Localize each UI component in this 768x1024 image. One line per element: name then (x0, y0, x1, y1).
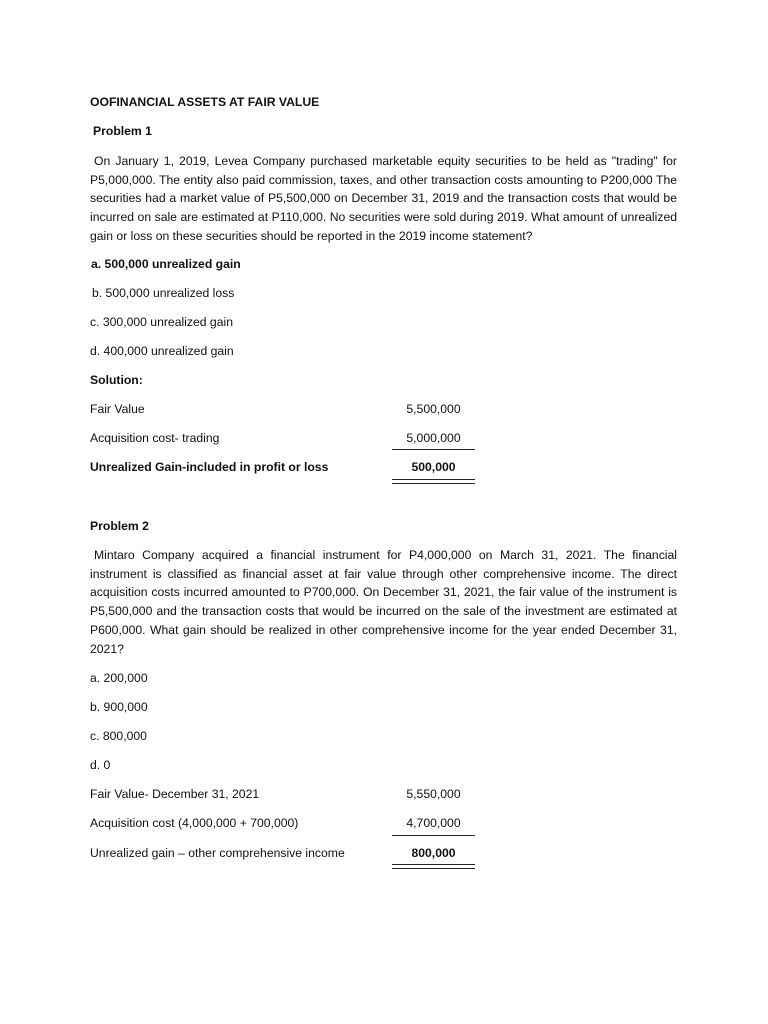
problem1-row-amount: 5,500,000 (406, 402, 461, 416)
problem2-row-amount: 5,550,000 (406, 787, 461, 801)
solution-label: Solution: (90, 373, 143, 387)
problem2-text: Mintaro Company acquired a financial instrument for P4,000,000 on March 31, 2021. The financial instrument is classified as financial asset at fair value through other comprehensive income. The direct acquisition costs incurred amounted to P700,000. On December 31, 2021, the fair value of the instrument is P5,500,000 and the transaction costs that would be incurred on the sale of the investment are estimated at P600,000. What gain should be realized in other comprehensive income for the year ended December 31, 2021? (90, 548, 677, 656)
problem2-row-amount: 4,700,000 (406, 816, 461, 830)
problem1-row-label: Acquisition cost- trading (90, 431, 220, 445)
problem1-heading: Problem 1 (93, 124, 152, 138)
problem2-choice-a: a. 200,000 (90, 671, 148, 685)
problem2-choice-b: b. 900,000 (90, 700, 148, 714)
problem2-row-label: Fair Value- December 31, 2021 (90, 787, 260, 801)
total-double-underline (392, 864, 475, 865)
problem2-row-label: Acquisition cost (4,000,000 + 700,000) (90, 816, 299, 830)
problem1-text: On January 1, 2019, Levea Company purchased marketable equity securities to be held as "trading" for P5,000,000. The entity also paid commission, taxes, and other transaction costs amounting to P200,000 The securities had a market value of P5,500,000 on December 31, 2019 and the transaction costs that would be incurred on sale are estimated at P110,000. No securities were sold during 2019. What amount of unrealized gain or loss on these securities should be reported in the 2019 income statement? (90, 154, 677, 243)
problem2-row-amount: 800,000 (411, 846, 456, 860)
problem1-choice-a: a. 500,000 unrealized gain (91, 257, 241, 271)
subtotal-underline (392, 835, 475, 836)
problem1-row-amount: 5,000,000 (406, 431, 461, 445)
problem1-choice-c: c. 300,000 unrealized gain (90, 315, 233, 329)
subtotal-underline (392, 449, 475, 450)
problem1-row-label: Fair Value (90, 402, 145, 416)
problem1-row-label: Unrealized Gain-included in profit or loss (90, 460, 329, 474)
problem1-choice-b: b. 500,000 unrealized loss (92, 286, 235, 300)
problem2-heading: Problem 2 (90, 519, 149, 533)
total-double-underline (392, 479, 475, 480)
problem1-choice-d: d. 400,000 unrealized gain (90, 344, 234, 358)
document-title: OOFINANCIAL ASSETS AT FAIR VALUE (90, 95, 320, 109)
problem1-row-amount: 500,000 (411, 460, 456, 474)
problem2-choice-c: c. 800,000 (90, 729, 147, 743)
problem2-row-label: Unrealized gain – other comprehensive income (90, 846, 345, 860)
problem2-choice-d: d. 0 (90, 758, 111, 772)
total-double-underline (392, 483, 475, 484)
total-double-underline (392, 868, 475, 869)
